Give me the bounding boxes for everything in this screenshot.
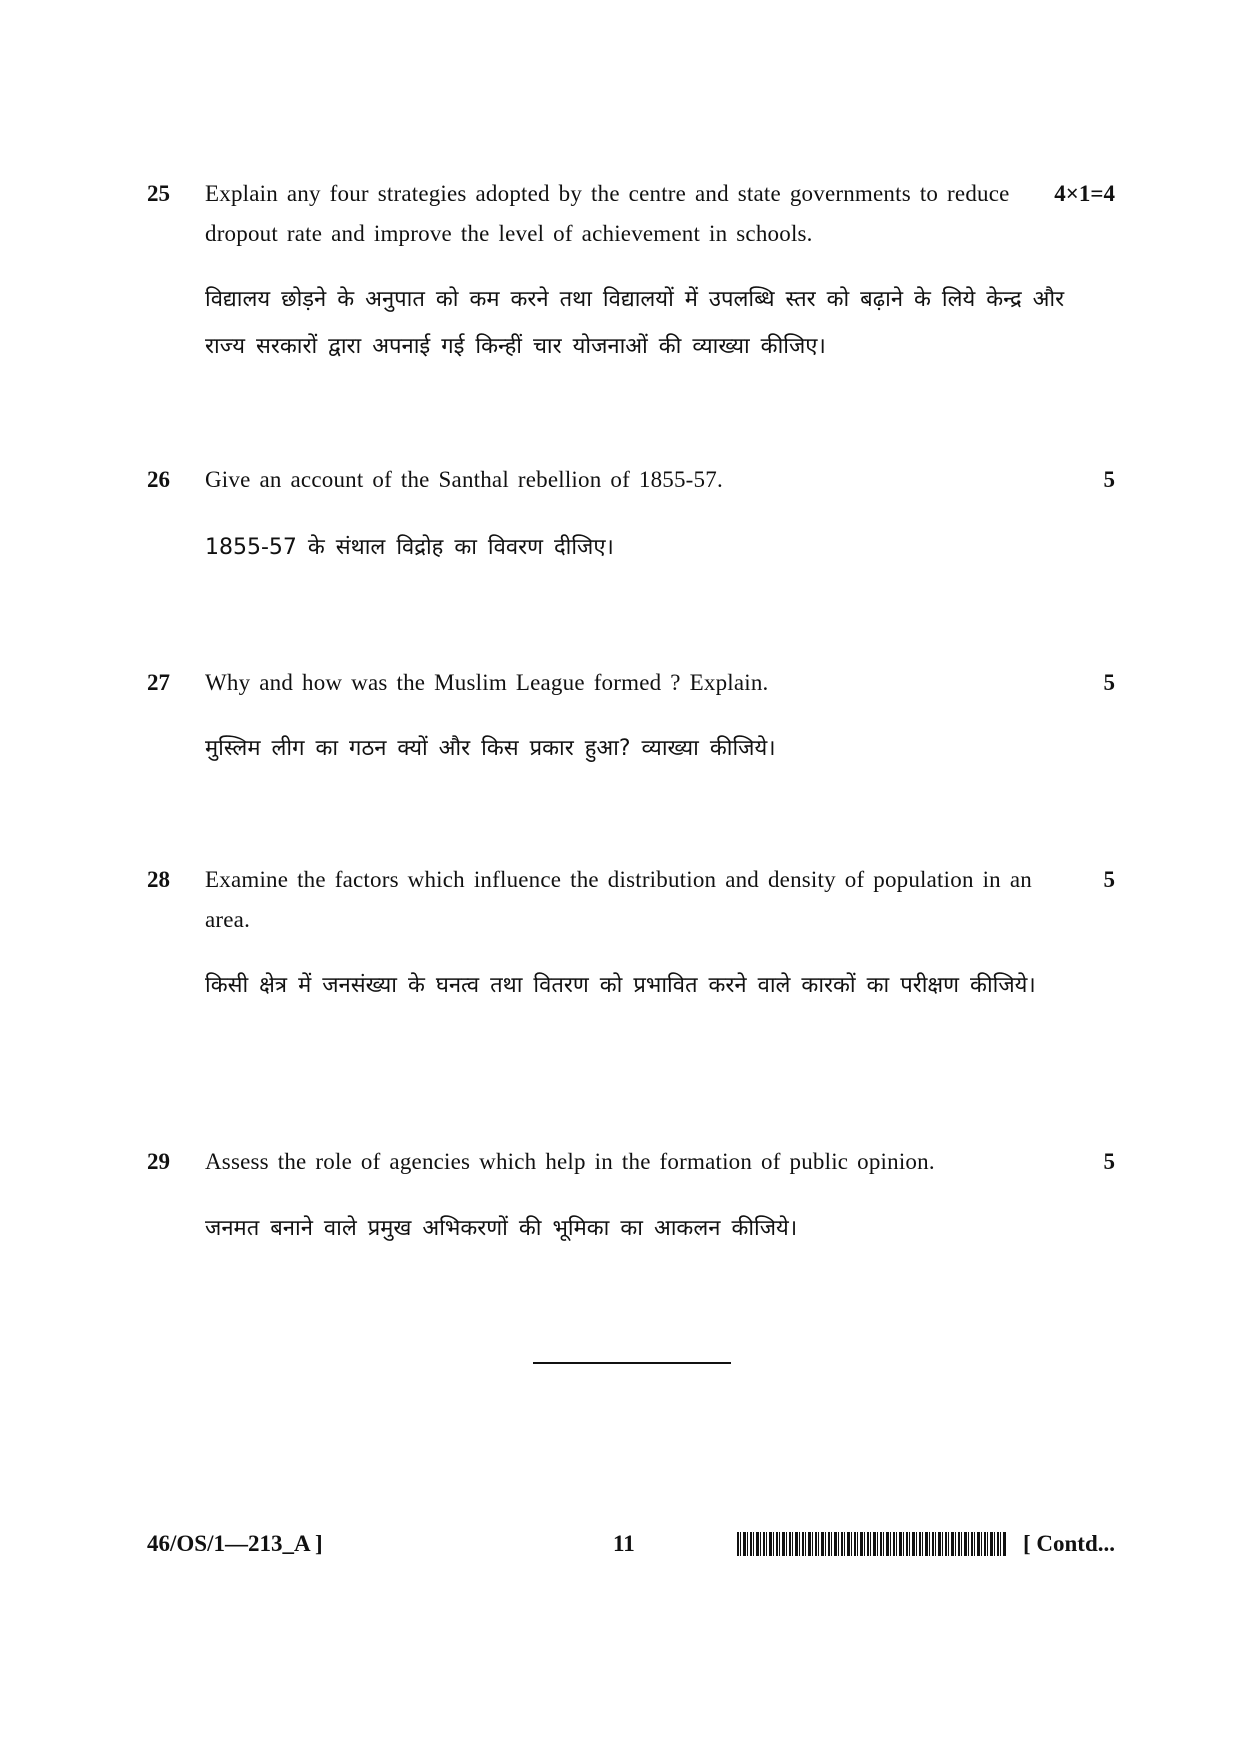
question-number: 25 <box>147 181 170 206</box>
page-number: 11 <box>613 1531 635 1556</box>
question-text-hindi: मुस्लिम लीग का गठन क्यों और किस प्रकार हुआ? व्याख्या कीजिये। <box>205 736 776 761</box>
question-marks: 5 <box>1103 467 1115 492</box>
paper-code: 46/OS/1—213_A ] <box>147 1531 323 1556</box>
page-footer <box>0 1526 1241 1562</box>
continued-label: [ Contd... <box>1022 1531 1115 1556</box>
question-number: 26 <box>147 467 170 492</box>
question-text-hindi: विद्यालय छोड़ने के अनुपात को कम करने तथा विद्यालयों में उपलब्धि स्तर को बढ़ाने के लिये केन्द्र और राज्य सरकारों द्वारा अपनाई गई किन्हीं चार योजनाओं की व्याख्या कीजिए। <box>205 287 1065 359</box>
question-text-english: Examine the factors which influence the distribution and density of population in an area. <box>205 867 1032 932</box>
question-marks: 5 <box>1103 670 1115 695</box>
question-number: 29 <box>147 1149 170 1174</box>
question-number: 28 <box>147 867 170 892</box>
question-text-english: Why and how was the Muslim League formed ? Explain. <box>205 670 769 695</box>
question-text-hindi: किसी क्षेत्र में जनसंख्या के घनत्व तथा वितरण को प्रभावित करने वाले कारकों का परीक्षण कीजिये। <box>205 973 1036 998</box>
question-text-english: Assess the role of agencies which help in the formation of public opinion. <box>205 1149 935 1174</box>
question-text-hindi: जनमत बनाने वाले प्रमुख अभिकरणों की भूमिका का आकलन कीजिये। <box>205 1216 798 1241</box>
question-text-hindi: 1855-57 के संथाल विद्रोह का विवरण दीजिए। <box>205 535 614 560</box>
question-number: 27 <box>147 670 170 695</box>
question-marks: 4×1=4 <box>1054 181 1115 206</box>
question-marks: 5 <box>1103 867 1115 892</box>
end-divider <box>533 1362 731 1364</box>
barcode-icon <box>737 1532 1007 1556</box>
question-marks: 5 <box>1103 1149 1115 1174</box>
question-text-english: Give an account of the Santhal rebellion of 1855-57. <box>205 467 723 492</box>
question-text-english: Explain any four strategies adopted by the centre and state governments to reduce dropout rate and improve the level of achievement in schools. <box>205 181 1010 246</box>
